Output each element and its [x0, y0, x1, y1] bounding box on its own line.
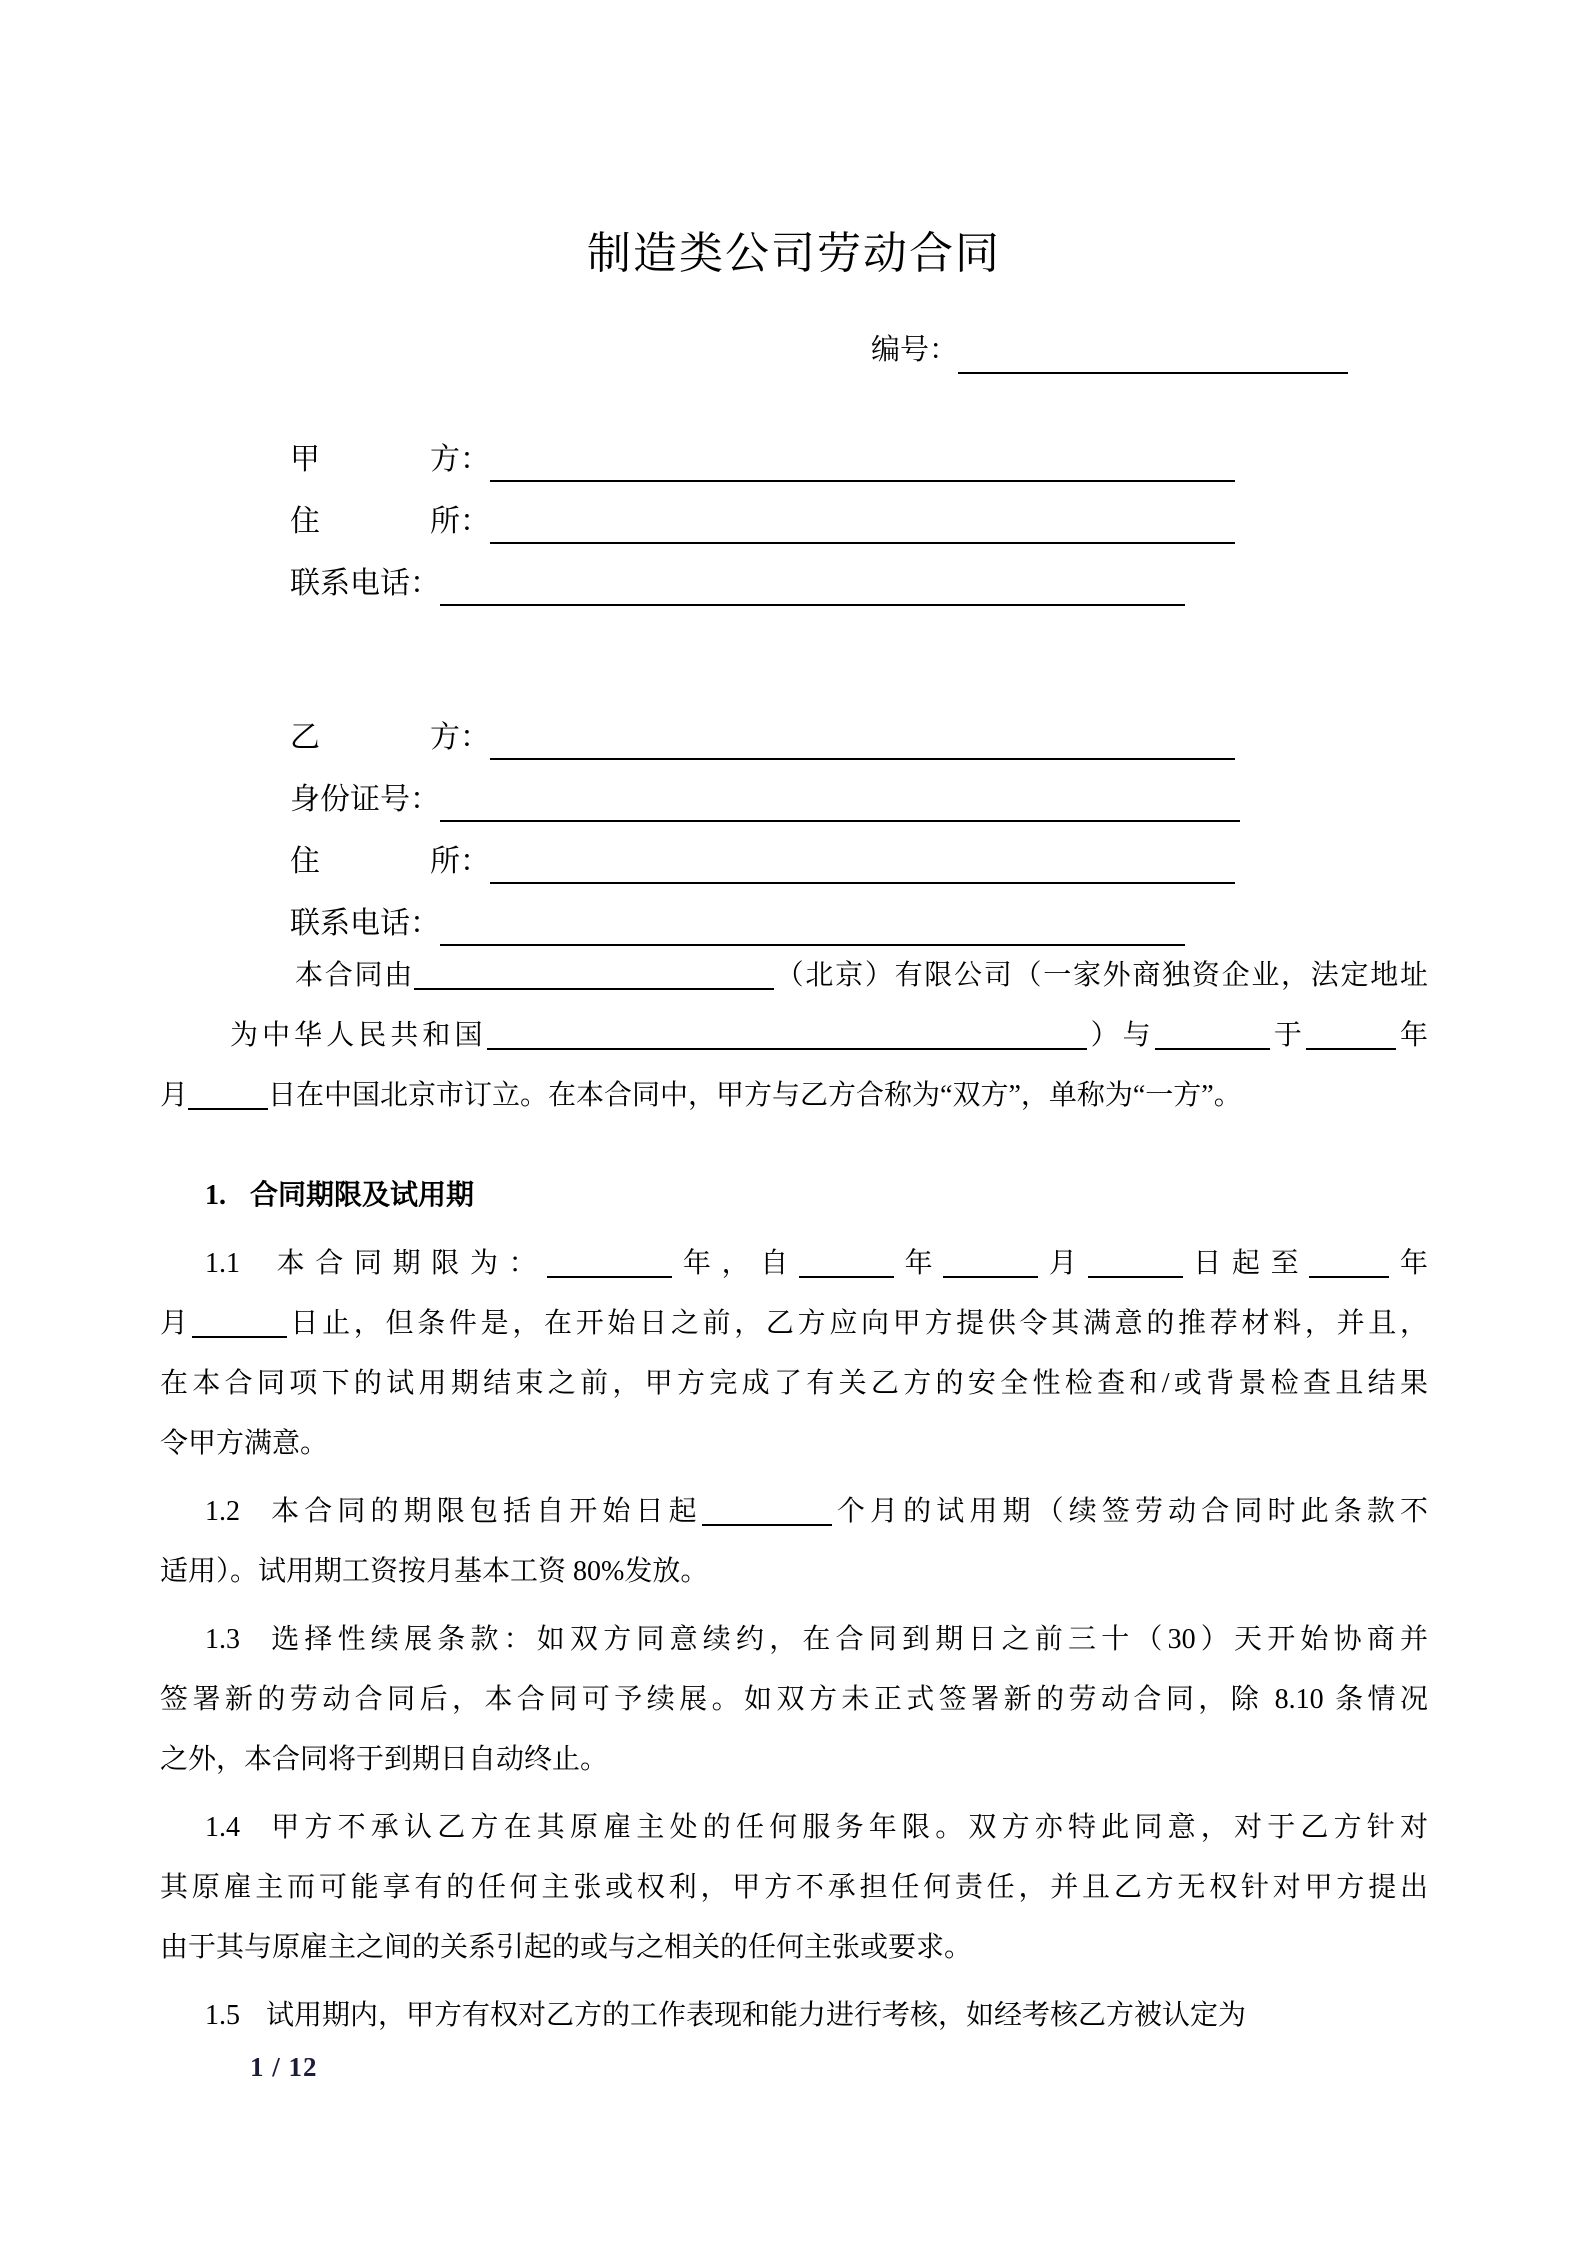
page-number: 1 / 12 — [250, 2052, 318, 2082]
party-field-label: 乙 方： — [290, 721, 490, 754]
text-run: 月 — [160, 1080, 189, 1111]
clause-1-2 — [160, 1482, 1428, 1602]
blank-field[interactable] — [1306, 1018, 1396, 1050]
blank-field[interactable] — [702, 1494, 832, 1526]
page-title: 制造类公司劳动合同 — [587, 229, 1001, 278]
document-body — [160, 0, 1428, 2054]
text-run: 日在中国北京市订立。在本合同中，甲方与乙方合称为“双方”，单称为“一方”。 — [268, 1080, 1242, 1111]
party-field-row — [290, 822, 1428, 884]
text-run: ）与 — [1086, 1020, 1155, 1051]
text-run: 之外，本合同将于到期日自动终止。 — [160, 1744, 609, 1775]
text-run: 甲方不承认乙方在其原雇主处的任何服务年限。双方亦特此同意，对于乙方针对 — [266, 1812, 1428, 1843]
text-run: 由于其与原雇主之间的关系引起的或与之相关的任何主张或要求。 — [160, 1932, 973, 1963]
contract-line — [160, 1798, 1428, 1858]
party-field-label: 住 所： — [290, 845, 490, 878]
party-field-row — [290, 884, 1428, 946]
heading-1 — [160, 1166, 1428, 1226]
text-run: 本合同期限为： — [266, 1248, 548, 1279]
number-gap — [240, 1271, 266, 1272]
text-run: 适用）。试用期工资按月基本工资 80%发放。 — [160, 1556, 709, 1587]
blank-field[interactable] — [490, 842, 1235, 884]
party-field-label: 甲 方： — [290, 443, 490, 476]
blank-field[interactable] — [943, 1246, 1038, 1278]
number-gap — [240, 1835, 266, 1836]
number-gap — [226, 1203, 250, 1204]
clause-1-3 — [160, 1610, 1428, 1790]
text-run: 年，自 — [672, 1248, 799, 1279]
text-run: 其原雇主而可能享有的任何主张或权利，甲方不承担任何责任，并且乙方无权针对甲方提出 — [160, 1872, 1428, 1903]
party-field-row — [290, 698, 1428, 760]
contract-line — [160, 1918, 1428, 1978]
contract-line — [160, 1294, 1428, 1354]
clause-1-4 — [160, 1798, 1428, 1978]
blank-field[interactable] — [799, 1246, 894, 1278]
contract-line — [160, 1986, 1428, 2046]
contract-line — [160, 1610, 1428, 1670]
contract-line — [160, 1670, 1428, 1730]
text-run: 年 — [1389, 1248, 1428, 1279]
text-run: 月 — [1038, 1248, 1088, 1279]
contract-line — [160, 1006, 1428, 1066]
contract-line — [160, 946, 1428, 1006]
intro — [160, 946, 1428, 1126]
clause-1-1 — [160, 1234, 1428, 1474]
party-field-row — [290, 482, 1428, 544]
party-field-label: 住 所： — [290, 505, 490, 538]
text-run: 在本合同项下的试用期结束之前，甲方完成了有关乙方的安全性检查和/或背景检查且结果 — [160, 1368, 1428, 1399]
contract-line — [160, 1482, 1428, 1542]
blank-field[interactable] — [547, 1246, 672, 1278]
text-run: 选择性续展条款：如双方同意续约，在合同到期日之前三十（30）天开始协商并 — [266, 1624, 1428, 1655]
party-field-row — [290, 544, 1428, 606]
party-field-row — [290, 420, 1428, 482]
blank-field[interactable] — [188, 1078, 268, 1110]
contract-line — [160, 1542, 1428, 1602]
text-run: 日起至 — [1182, 1248, 1310, 1279]
blank-field[interactable] — [1309, 1246, 1389, 1278]
blank-field[interactable] — [192, 1306, 287, 1338]
contract-clauses — [160, 946, 1428, 2046]
text-run: 1.4 — [205, 1812, 240, 1843]
text-run: 1.3 — [205, 1624, 240, 1655]
contract-number-label: 编号： — [870, 334, 958, 366]
text-run: 年 — [1395, 1020, 1428, 1051]
text-run: 年 — [893, 1248, 944, 1279]
contract-line — [160, 1414, 1428, 1474]
text-run: 月 — [160, 1308, 192, 1339]
contract-line — [160, 1730, 1428, 1790]
number-gap — [240, 2023, 266, 2024]
text-run: 于 — [1269, 1020, 1306, 1051]
blank-field[interactable] — [1155, 1018, 1270, 1050]
party-b-block — [160, 698, 1428, 946]
text-run: 1.1 — [205, 1248, 240, 1279]
text-run: 日止，但条件是，在开始日之前，乙方应向甲方提供令其满意的推荐材料，并且， — [286, 1308, 1428, 1339]
text-run: 试用期内，甲方有权对乙方的工作表现和能力进行考核，如经考核乙方被认定为 — [266, 2000, 1247, 2031]
contract-line — [160, 1234, 1428, 1294]
blank-field[interactable] — [440, 564, 1185, 606]
contract-line — [160, 1354, 1428, 1414]
party-field-row — [290, 760, 1428, 822]
text-run: 为中华人民共和国 — [230, 1020, 487, 1051]
blank-field[interactable] — [490, 440, 1235, 482]
party-a-block — [160, 420, 1428, 606]
blank-field[interactable] — [1088, 1246, 1183, 1278]
text-run: 本合同由 — [295, 960, 414, 991]
clause-1-5 — [160, 1986, 1428, 2046]
blank-field[interactable] — [440, 780, 1240, 822]
contract-line — [160, 1858, 1428, 1918]
text-run: 合同期限及试用期 — [250, 1180, 475, 1211]
number-gap — [240, 1647, 266, 1648]
party-field-label: 身份证号： — [290, 783, 440, 816]
text-run: 1.5 — [205, 2000, 240, 2031]
blank-field[interactable] — [440, 904, 1185, 946]
number-gap — [240, 1519, 266, 1520]
blank-field[interactable] — [487, 1018, 1087, 1050]
blank-field[interactable] — [414, 958, 774, 990]
contract-line — [160, 1066, 1428, 1126]
blank-field[interactable] — [490, 718, 1235, 760]
contract-number-blank-field[interactable] — [958, 328, 1348, 374]
text-run: 本合同的期限包括自开始日起 — [266, 1496, 702, 1527]
text-run: 个月的试用期（续签劳动合同时此条款不 — [831, 1496, 1428, 1527]
text-run: 签署新的劳动合同后，本合同可予续展。如双方未正式签署新的劳动合同，除 8.10 条情况 — [160, 1684, 1428, 1715]
text-run: 令甲方满意。 — [160, 1428, 329, 1459]
party-field-label: 联系电话： — [290, 907, 440, 940]
contract-line — [160, 1166, 1428, 1226]
blank-field[interactable] — [490, 502, 1235, 544]
contract-number-row — [160, 326, 1428, 374]
text-run: （北京）有限公司（一家外商独资企业，法定地址 — [773, 960, 1428, 991]
text-run: 1.2 — [205, 1496, 240, 1527]
party-field-label: 联系电话： — [290, 567, 440, 600]
text-run: 1. — [205, 1180, 226, 1211]
